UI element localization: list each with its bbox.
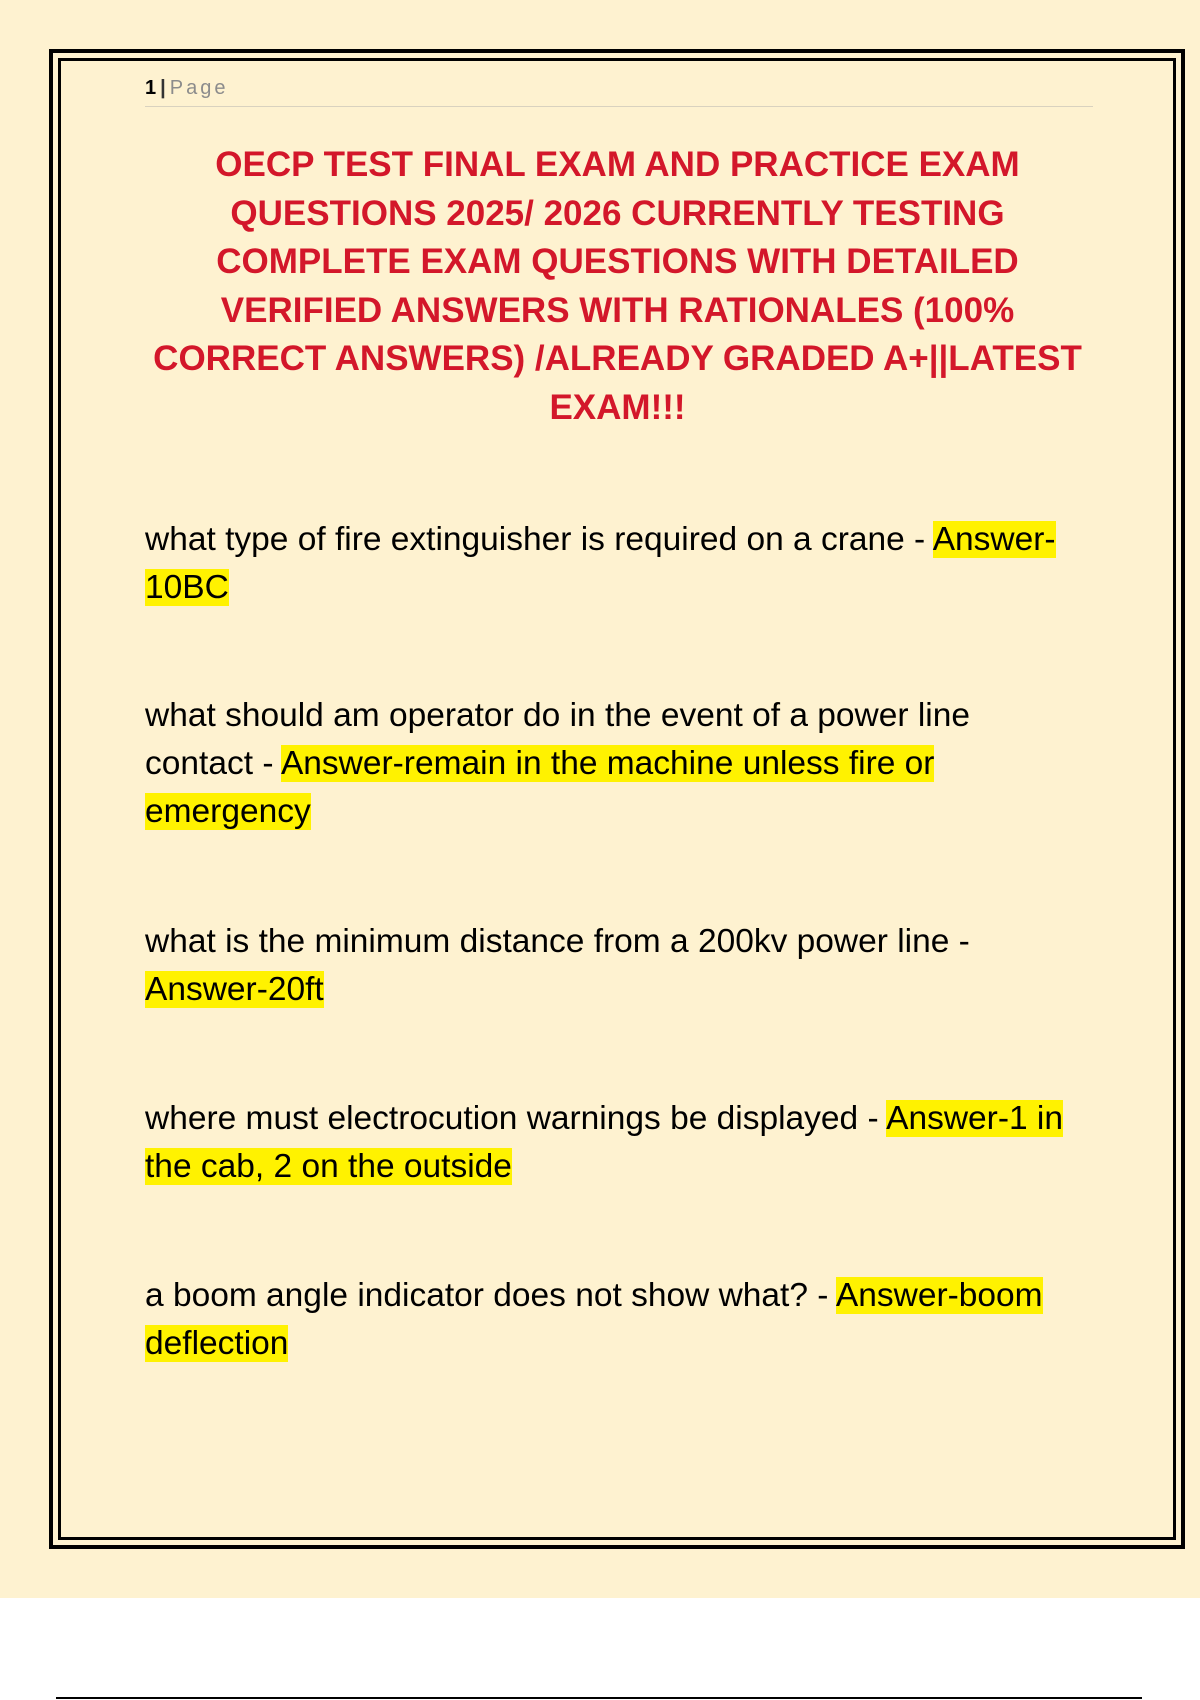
question-text: where must electrocution warnings be displayed - xyxy=(145,1100,887,1137)
answer-text: Answer-20ft xyxy=(145,971,324,1008)
answer-text: Answer-boom deflection xyxy=(145,1277,1043,1362)
qa-item xyxy=(145,1272,1085,1368)
answer-text: Answer-10BC xyxy=(145,521,1056,606)
page-number: 1 xyxy=(145,77,157,99)
document-title: OECP TEST FINAL EXAM AND PRACTICE EXAM QUESTIONS 2025/ 2026 CURRENTLY TESTING COMPLETE EXAM QUESTIONS WITH DETAILED VERIFIED ANSWERS WITH RATIONALES (100% CORRECT ANSWERS) /ALREADY GRADED A+||LATEST EXAM!!! xyxy=(153,145,1082,427)
answer-text: Answer-remain in the machine unless fire or emergency xyxy=(145,745,935,830)
qa-item xyxy=(145,918,1085,1014)
qa-item xyxy=(145,516,1085,612)
page-header xyxy=(145,74,1093,107)
qa-item xyxy=(145,1095,1085,1191)
question-text: what type of fire extinguisher is required on a crane - xyxy=(145,521,933,558)
question-text: a boom angle indicator does not show what? - xyxy=(145,1277,836,1314)
qa-item xyxy=(145,692,1085,836)
question-text: what should am operator do in the event of a power line contact - xyxy=(145,697,970,782)
footer-divider xyxy=(56,1697,1142,1699)
page-label: Page xyxy=(169,77,229,99)
question-text: what is the minimum distance from a 200kv power line - xyxy=(145,923,970,960)
answer-text: Answer-1 in the cab, 2 on the outside xyxy=(145,1100,1063,1185)
page-header-separator: | xyxy=(160,77,166,99)
